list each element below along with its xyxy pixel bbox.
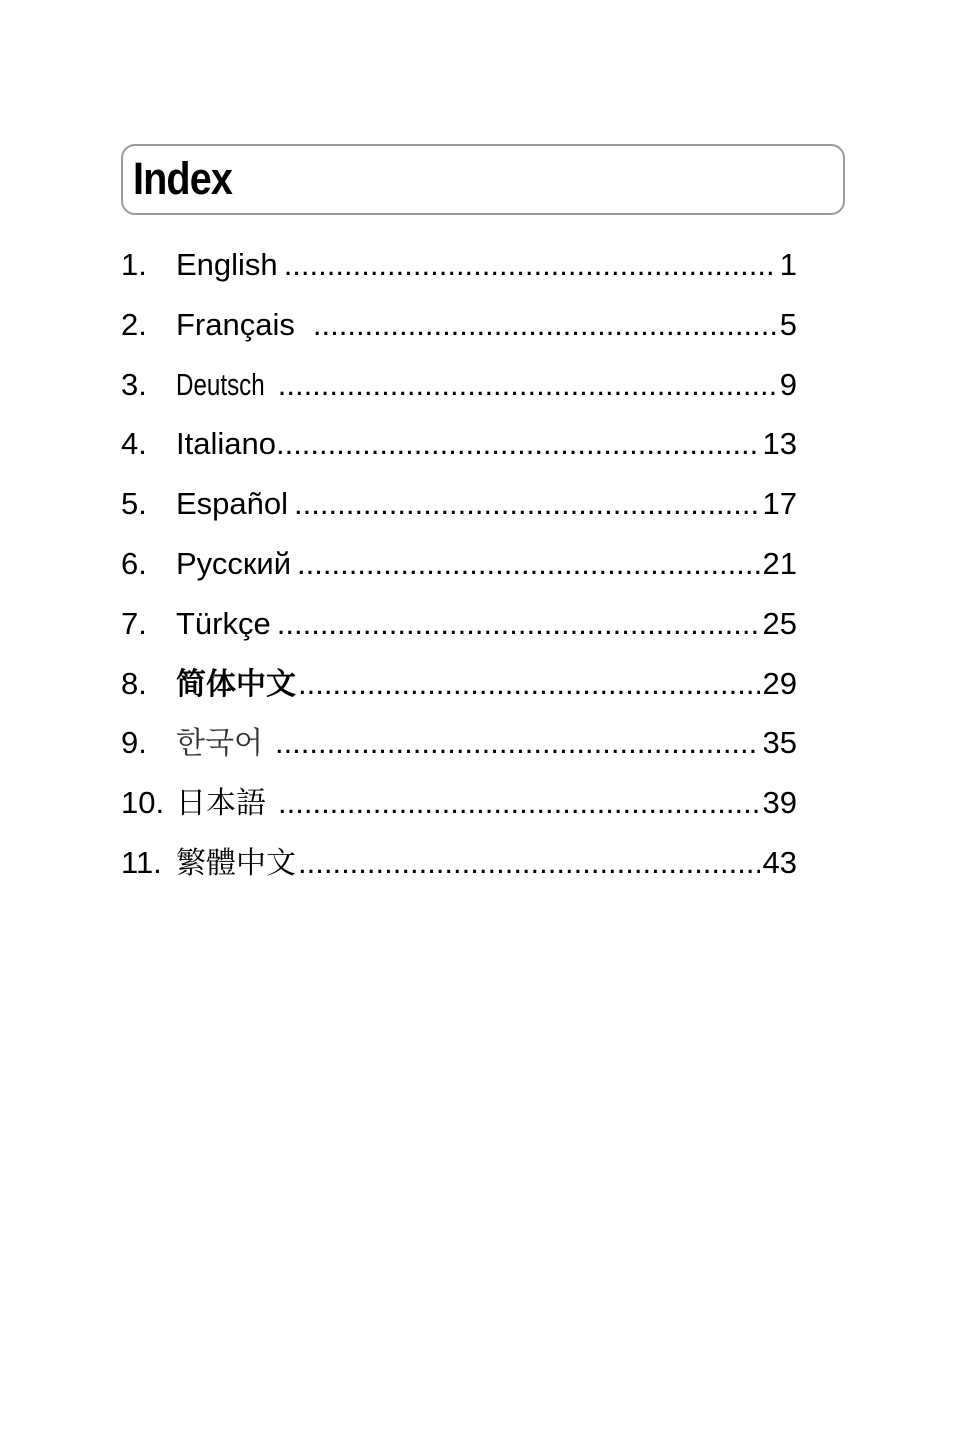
toc-entry-label: English: [176, 247, 278, 282]
toc-entry-francais[interactable]: [121, 295, 797, 355]
toc-entry-page: 21: [762, 545, 797, 581]
toc-entry-label: 日本語: [176, 786, 266, 822]
dot-leader: [278, 773, 760, 833]
toc-entry-number: 3.: [121, 366, 147, 402]
toc-entry-number: 6.: [121, 545, 147, 581]
toc-entry-label: Türkçe: [176, 605, 271, 641]
dot-leader: [298, 654, 760, 714]
dot-leader: [276, 414, 760, 474]
toc-entry-traditional-chinese[interactable]: [121, 833, 797, 893]
dot-leader: [278, 355, 777, 415]
toc-entry-page: 39: [762, 785, 797, 821]
toc-entry-label: Русский: [176, 545, 292, 581]
toc-entry-japanese[interactable]: [121, 773, 797, 833]
dot-leader: [298, 833, 760, 893]
dot-leader: [284, 235, 777, 295]
toc-entry-page: 17: [762, 486, 797, 522]
toc-entry-russian[interactable]: [121, 534, 797, 594]
toc-entry-espanol[interactable]: [121, 474, 797, 534]
toc-entry-label: Italiano: [176, 426, 276, 462]
toc-entry-page: 35: [762, 725, 797, 761]
dot-leader: [275, 713, 760, 773]
toc-entry-page: 9: [779, 366, 797, 402]
dot-leader: [313, 295, 777, 355]
toc-entry-page: 29: [762, 665, 797, 701]
toc-entry-number: 9.: [121, 725, 147, 761]
toc-entry-number: 11.: [121, 844, 162, 880]
toc-entry-english[interactable]: [121, 235, 797, 295]
toc-entry-page: 5: [779, 306, 797, 342]
toc-entry-label: 한국어: [176, 726, 263, 762]
toc-entry-deutsch[interactable]: [121, 355, 797, 415]
toc-entry-italiano[interactable]: [121, 414, 797, 474]
dot-leader: [294, 474, 759, 534]
index-title-box: [121, 144, 845, 215]
toc-entry-page: 1: [779, 247, 797, 282]
toc-entry-number: 1.: [121, 247, 147, 282]
toc-entry-number: 7.: [121, 605, 147, 641]
page-title: Index: [133, 153, 233, 204]
table-of-contents: [121, 235, 797, 893]
toc-entry-label: Deutsch: [176, 366, 265, 402]
dot-leader: [277, 594, 760, 654]
toc-entry-number: 5.: [121, 486, 147, 522]
dot-leader: [297, 534, 759, 594]
toc-entry-simplified-chinese[interactable]: [121, 654, 797, 714]
toc-entry-label: Français: [176, 306, 295, 342]
toc-entry-page: 25: [762, 605, 797, 641]
toc-entry-number: 4.: [121, 426, 147, 462]
toc-entry-page: 13: [762, 426, 797, 462]
toc-entry-turkish[interactable]: [121, 594, 797, 654]
toc-entry-number: 2.: [121, 306, 147, 342]
toc-entry-label: Español: [176, 486, 289, 522]
toc-entry-label: 简体中文: [176, 666, 296, 702]
toc-entry-page: 43: [762, 844, 797, 880]
toc-entry-number: 8.: [121, 665, 147, 701]
toc-entry-label: 繁體中文: [176, 845, 296, 881]
toc-entry-korean[interactable]: [121, 713, 797, 773]
toc-entry-number: 10.: [121, 785, 165, 821]
